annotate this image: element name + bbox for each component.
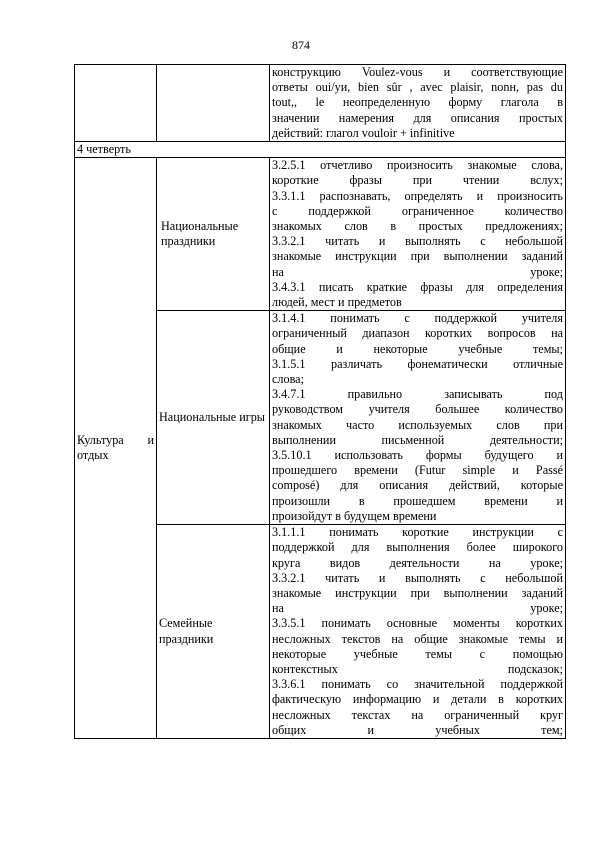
- text-line: прошедшего времени (Futur simple и Passé: [272, 463, 563, 478]
- text-line: действий: глагол vouloir + infinitive: [272, 125, 455, 140]
- topic-title: Национальные праздники: [157, 158, 270, 311]
- text-line: произойдут в будущем времени: [272, 508, 437, 523]
- text-line: с поддержкой ограниченное количество: [272, 203, 563, 218]
- text-line: 3.3.5.1 понимать основные моменты коротких: [272, 616, 563, 631]
- text-line: общие и некоторые учебные темы;: [272, 341, 563, 356]
- text-line: 3.4.3.1 писать краткие фразы для определения: [272, 279, 563, 294]
- objectives-cell: [270, 65, 566, 142]
- text-line: 3.1.5.1 различать фонематически отличные: [272, 356, 563, 371]
- text-line: 3.4.7.1 правильно записывать под: [272, 387, 563, 402]
- table-row: [75, 65, 566, 142]
- topic-title: Национальные игры: [157, 311, 270, 525]
- text-line: знакомые инструкции при выполнении заданий: [272, 585, 563, 600]
- text-line: 3.3.6.1 понимать со значительной поддержкой: [272, 677, 563, 692]
- text-line: на уроке;: [272, 601, 563, 616]
- quarter-label: 4 четверть: [75, 142, 566, 158]
- text-line: короткие фразы при чтении вслух;: [272, 173, 563, 188]
- text-line: ограниченный диапазон коротких вопросов на: [272, 326, 563, 341]
- section-label: Культура и отдых: [75, 158, 157, 739]
- topic-title: Семейные праздники: [157, 525, 270, 739]
- text-line: на уроке;: [272, 264, 563, 279]
- text-line: ответы oui/уи, bien sûr , avec plaisir, nonн, pas du: [272, 80, 563, 95]
- curriculum-table: [74, 64, 566, 739]
- text-line: 3.5.10.1 использовать формы будущего и: [272, 448, 563, 463]
- text-line: произошли в прошедшем времени и: [272, 493, 563, 508]
- text-line: 3.1.1.1 понимать короткие инструкции с: [272, 525, 563, 540]
- text-line: круга видов деятельности на уроке;: [272, 555, 563, 570]
- text-line: конструкцию Voulez-vous и соответствующие: [272, 65, 563, 79]
- objectives-cell: [270, 311, 566, 525]
- quarter-row: [75, 142, 566, 158]
- text-line: значении намерения для описания простых: [272, 110, 563, 125]
- text-line: знакомых часто используемых слов при: [272, 417, 563, 432]
- text-line: 3.3.1.1 распознавать, определять и произносить: [272, 188, 563, 203]
- text-line: слова;: [272, 372, 304, 387]
- table-row: [75, 158, 566, 311]
- text-line: фактическую информацию и детали в коротких: [272, 692, 563, 707]
- empty-cell: [75, 65, 157, 142]
- text-line: tout,, le неопределенную форму глагола в: [272, 95, 563, 110]
- text-line: некоторые учебные темы с помощью: [272, 646, 563, 661]
- objectives-cell: [270, 158, 566, 311]
- text-line: руководством учителя большее количество: [272, 402, 563, 417]
- text-line: composé) для описания действий, которые: [272, 478, 563, 493]
- text-line: 3.3.2.1 читать и выполнять с небольшой: [272, 234, 563, 249]
- text-line: контекстных подсказок;: [272, 661, 563, 676]
- text-line: несложных текстах на ограниченный круг: [272, 707, 563, 722]
- empty-cell: [157, 65, 270, 142]
- text-line: знакомых слов в простых предложениях;: [272, 219, 563, 234]
- page-number: 874: [292, 38, 310, 52]
- objectives-cell: [270, 525, 566, 739]
- text-line: 3.2.5.1 отчетливо произносить знакомые слова,: [272, 158, 563, 173]
- text-line: поддержкой для выполнения более широкого: [272, 540, 563, 555]
- text-line: общих и учебных тем;: [272, 722, 563, 737]
- text-line: несложных текстов на общие знакомые темы и: [272, 631, 563, 646]
- text-line: людей, мест и предметов: [272, 295, 402, 310]
- text-line: 3.1.4.1 понимать с поддержкой учителя: [272, 311, 563, 326]
- text-line: знакомые инструкции при выполнении заданий: [272, 249, 563, 264]
- text-line: выполнении письменной деятельности;: [272, 432, 563, 447]
- text-line: 3.3.2.1 читать и выполнять с небольшой: [272, 570, 563, 585]
